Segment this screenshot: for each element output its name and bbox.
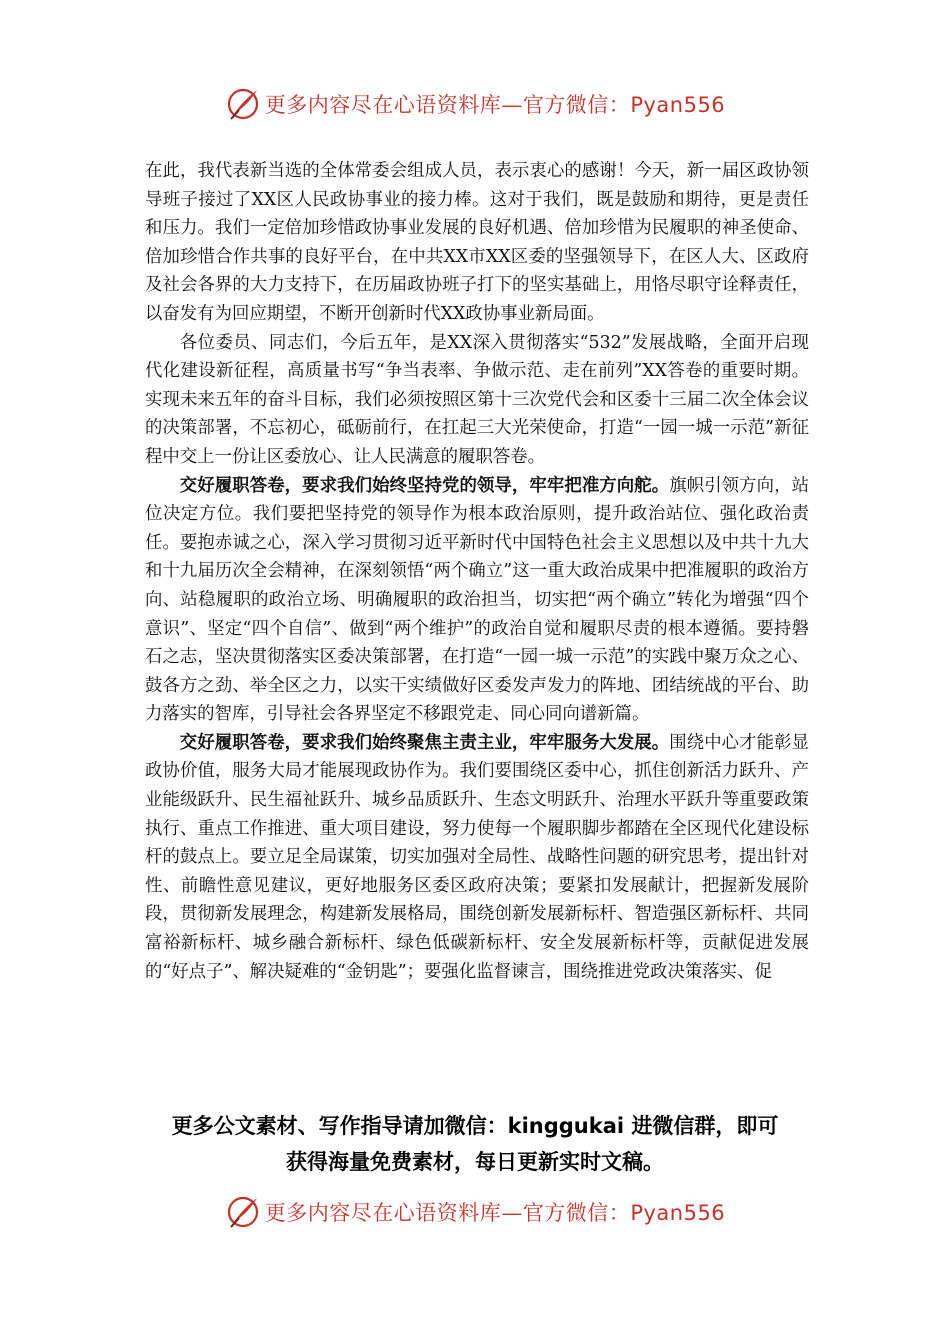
promo-line-1: 更多公文素材、写作指导请加微信：kinggukai 进微信群，即可 xyxy=(171,1114,779,1138)
paragraph-1-text: 在此，我代表新当选的全体常委会组成人员，表示衷心的感谢！今天，新一届区政协领导班子接过了XX区人民政协事业的接力棒。这对于我们，既是鼓励和期待，更是责任和压力。我们一定倍加珍惜政协事业发展的良好机遇、倍加珍惜为民履职的神圣使命、倍加珍惜合作共事的良好平台，在中共XX市XX区委的坚强领导下，在区人大、区政府及社会各界的大力支持下，在历届政协班子打下的坚实基础上，用恪尽职守诠释责任，以奋发有为回应期望，不断开创新时代XX政协事业新局面。 xyxy=(145,161,809,324)
footer-banner xyxy=(0,1190,950,1234)
paragraph-2-text: 各位委员、同志们，今后五年，是XX深入贯彻落实“532”发展战略，全面开启现代化建设新征程，高质量书写“争当表率、争做示范、走在前列”XX答卷的重要时期。实现未来五年的奋斗目标，我们必须按照区第十三次党代会和区委十三届二次全体会议的决策部署，不忘初心，砥砺前行，在扛起三大光荣使命，打造“一园一城一示范”新征程中交上一份让区委放心、让人民满意的履职答卷。 xyxy=(145,332,809,467)
quill-logo-icon xyxy=(225,86,261,122)
paragraph-2 xyxy=(145,329,809,472)
promo-notice xyxy=(100,1108,850,1180)
banner-main-text: 更多内容尽在心语资料库 xyxy=(264,93,502,117)
document-body xyxy=(145,157,809,986)
banner-dash: — xyxy=(501,1201,523,1225)
header-banner xyxy=(0,82,950,126)
paragraph-1 xyxy=(145,157,809,329)
header-banner-text xyxy=(265,89,725,119)
paragraph-3-text: 旗帜引领方向，站位决定方位。我们要把坚持党的领导作为根本政治原则，提升政治站位、强化政治责任。要抱赤诚之心，深入学习贯彻习近平新时代中国特色社会主义思想以及中共十九大和十九届历次全会精神，在深刻领悟“两个确立”这一重大政治成果中把准履职的政治方向、站稳履职的政治立场、明确履职的政治担当，切实把“两个确立”转化为增强“四个意识”、坚定“四个自信”、做到“两个维护”的政治自觉和履职尽责的根本遵循。要持磐石之志，坚决贯彻落实区委决策部署，在打造“一园一城一示范”的实践中聚万众之心、鼓各方之劲、举全区之力，以实干实绩做好区委发声发力的阵地、团结统战的平台、助力落实的智库，引导社会各界坚定不移跟党走、同心同向谱新篇。 xyxy=(145,475,809,725)
banner-official-text: 官方微信： xyxy=(522,1201,631,1225)
quill-logo-icon xyxy=(225,1194,261,1230)
paragraph-3-heading: 交好履职答卷，要求我们始终坚持党的领导，牢牢把准方向舵。 xyxy=(179,475,670,496)
banner-wechat-id: Pyan556 xyxy=(630,1201,726,1225)
promo-line-2: 获得海量免费素材，每日更新实时文稿。 xyxy=(286,1150,664,1174)
footer-banner-text xyxy=(265,1197,725,1227)
paragraph-4 xyxy=(145,729,809,986)
paragraph-4-heading: 交好履职答卷，要求我们始终聚焦主责主业，牢牢服务大发展。 xyxy=(179,732,670,753)
banner-main-text: 更多内容尽在心语资料库 xyxy=(264,1201,502,1225)
paragraph-4-text: 围绕中心才能彰显政协价值，服务大局才能展现政协作为。我们要围绕区委中心，抓住创新活力跃升、产业能级跃升、民生福祉跃升、城乡品质跃升、生态文明跃升、治理水平跃升等重要政策执行、重点工作推进、重大项目建设，努力使每一个履职脚步都踏在全区现代化建设标杆的鼓点上。要立足全局谋策，切实加强对全局性、战略性问题的研究思考，提出针对性、前瞻性意见建议，更好地服务区委区政府决策；要紧扣发展献计，把握新发展阶段，贯彻新发展理念，构建新发展格局，围绕创新发展新标杆、智造强区新标杆、共同富裕新标杆、城乡融合新标杆、绿色低碳新标杆、安全发展新标杆等，贡献促进发展的“好点子”、解决疑难的“金钥匙”；要强化监督谏言，围绕推进党政决策落实、促 xyxy=(145,732,809,982)
banner-wechat-id: Pyan556 xyxy=(630,93,726,117)
banner-dash: — xyxy=(501,93,523,117)
paragraph-3 xyxy=(145,472,809,729)
banner-official-text: 官方微信： xyxy=(522,93,631,117)
